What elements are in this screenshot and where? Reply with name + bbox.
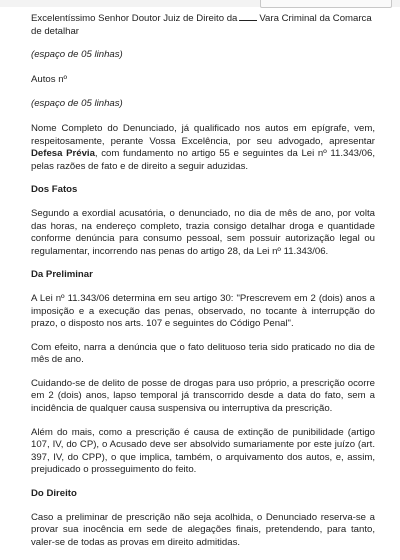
addressing-part1: Excelentíssimo Senhor Doutor Juiz de Direito da bbox=[31, 13, 238, 24]
autos-line: Autos nº bbox=[31, 73, 68, 85]
section-title-preliminar: Da Preliminar bbox=[31, 269, 93, 281]
fatos-paragraph-1: Segundo a exordial acusatória, o denunciado, no dia de mês de ano, por volta das horas, na endereço completo, trazia consigo detalhar droga e quantidade conforme denúncia para consumo pessoal, sem possuir autorização legal ou regulamentar, incorrendo nas penas do artigo 28, da Lei nº 11.343/06. bbox=[31, 207, 375, 257]
preliminar-paragraph-2: Com efeito, narra a denúncia que o fato delituoso teria sido praticado no dia de mês de ano. bbox=[31, 341, 375, 366]
spacer-note-2: (espaço de 05 linhas) bbox=[31, 98, 123, 110]
court-addressing bbox=[31, 12, 375, 38]
intro-paragraph bbox=[31, 123, 375, 173]
intro-text-2: , com fundamento no artigo 55 e seguintes da Lei nº 11.343/06, pelas razões de fato e de direito a seguir aduzidas. bbox=[31, 148, 375, 172]
preliminar-paragraph-1: A Lei nº 11.343/06 determina em seu artigo 30: "Prescrevem em 2 (dois) anos a imposição e a execução das penas, observado, no tocante à interrupção do prazo, o disposto nos arts. 107 e seguintes do Código Penal". bbox=[31, 292, 375, 330]
viewer-top-strip bbox=[0, 0, 400, 7]
spacer-note-1: (espaço de 05 linhas) bbox=[31, 49, 123, 61]
preliminar-paragraph-3: Cuidando-se de delito de posse de drogas para uso próprio, a prescrição ocorre em 2 (dois) anos, lapso temporal já transcorrido desde a data do fato, sem a incidência de qualquer causa suspensiva ou interruptiva da prescrição. bbox=[31, 377, 375, 415]
addressing-blank bbox=[239, 12, 257, 21]
viewer-toolbar-field[interactable] bbox=[260, 0, 392, 8]
addressing-part2: Vara Criminal da Comarca de detalhar bbox=[31, 13, 372, 37]
section-title-fatos: Dos Fatos bbox=[31, 184, 78, 196]
section-title-direito: Do Direito bbox=[31, 488, 77, 500]
intro-bold-title: Defesa Prévia bbox=[31, 148, 95, 160]
document-body bbox=[31, 12, 375, 560]
preliminar-paragraph-4: Além do mais, como a prescrição é causa de extinção de punibilidade (artigo 107, IV, do CP), o Acusado deve ser absolvido sumariamente por este juízo (art. 397, IV, do CPP), o que implica, também, o arquivamento dos autos, e, assim, prejudicado o prosseguimento do feito. bbox=[31, 426, 375, 476]
intro-text-1: Nome Completo do Denunciado, já qualificado nos autos em epígrafe, vem, respeitosamente, perante Vossa Excelência, por seu advogado, apresentar bbox=[31, 122, 375, 147]
direito-paragraph-1: Caso a preliminar de prescrição não seja acolhida, o Denunciado reserva-se a provar sua inocência em sede de alegações finais, pretendendo, para tanto, valer-se de todas as provas em direito admitidas. bbox=[31, 511, 375, 548]
